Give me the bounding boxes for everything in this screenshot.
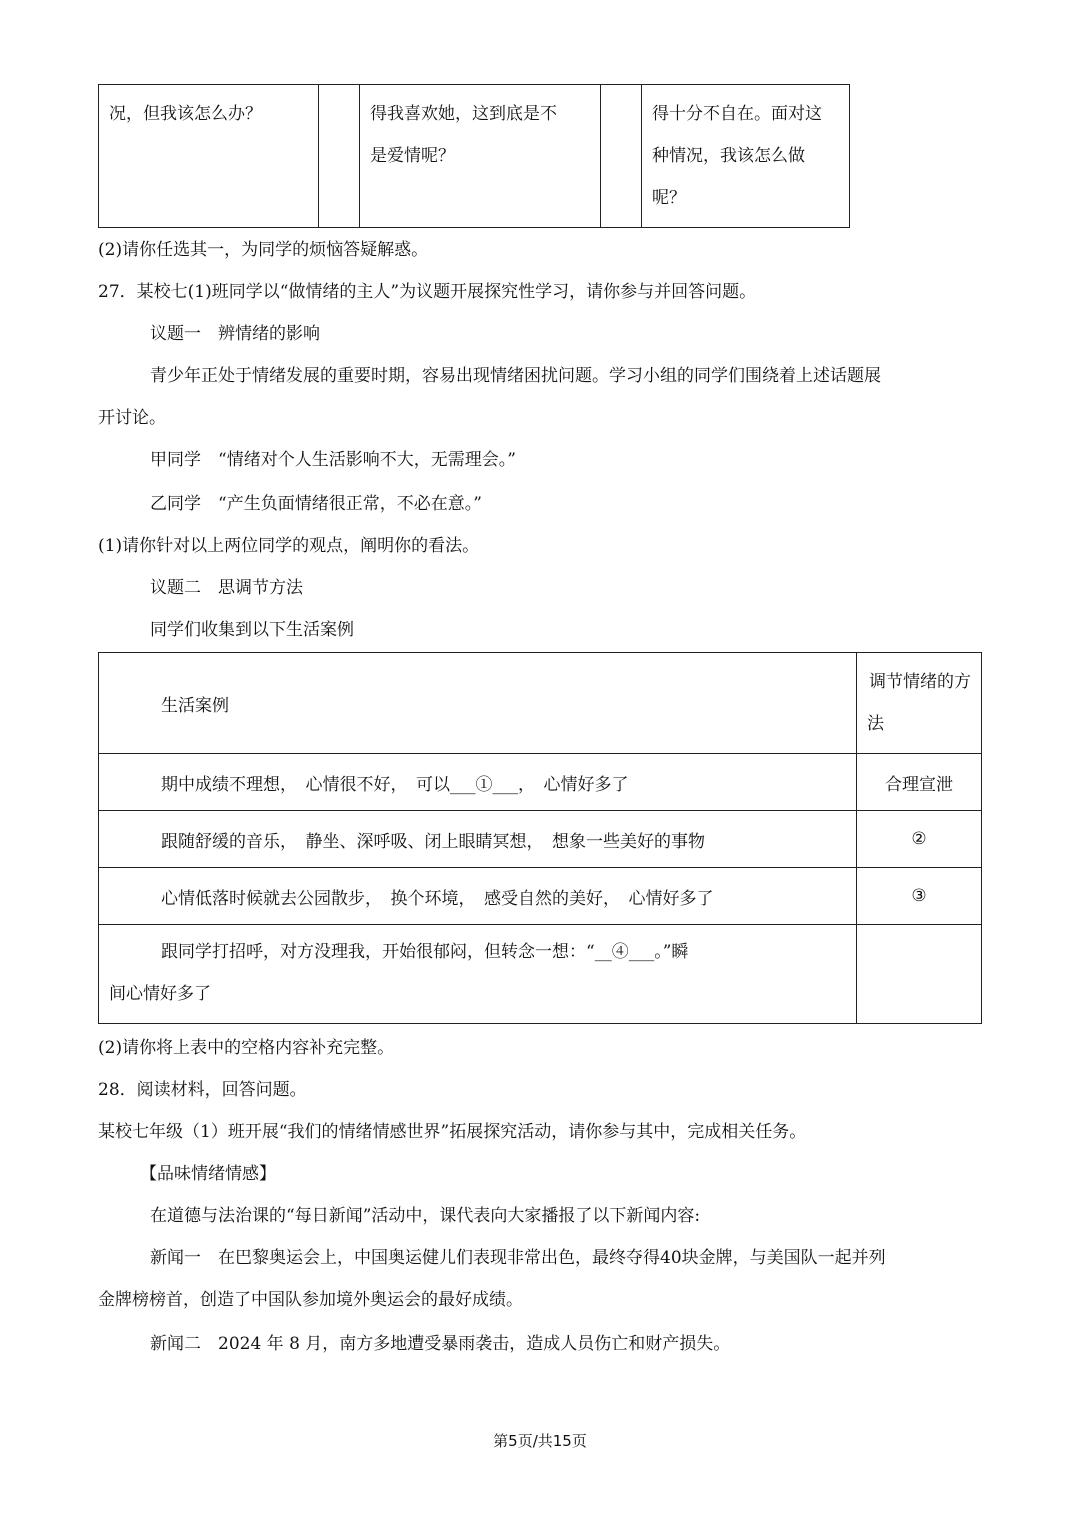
- header-case-cell: [99, 653, 857, 754]
- question-28: 28．阅读材料，回答问题。: [98, 1080, 307, 1100]
- student-yi-view: 乙同学 “产生负面情绪很正常，不必在意。”: [150, 494, 482, 514]
- student-jia-view: 甲同学 “情绪对个人生活影响不大，无需理会。”: [150, 450, 516, 470]
- method-row-2: [857, 811, 982, 868]
- case-text-line-1: 跟同学打招呼，对方没理我，开始很郁闷，但转念一想：“__④___。”瞬: [161, 942, 689, 962]
- cases-table: [98, 652, 982, 1024]
- top-table-cell-4: [601, 85, 642, 228]
- case-text-line-2: 间心情好多了: [109, 984, 211, 1004]
- question-27-2: (2)请你将上表中的空格内容补充完整。: [98, 1038, 395, 1058]
- cases-intro: 同学们收集到以下生活案例: [150, 620, 354, 640]
- method-row-4: [857, 925, 982, 1024]
- header-case-label: 生活案例: [161, 695, 229, 716]
- case-row-1: [99, 754, 857, 811]
- cell-line: 种情况，我该怎么做: [652, 146, 805, 166]
- news-1-line-2: 金牌榜榜首，创造了中国队参加境外奥运会的最好成绩。: [98, 1290, 523, 1310]
- top-table-cell-5: [642, 85, 850, 228]
- top-table-cell-2: [319, 85, 360, 228]
- cell-line: 况，但我该怎么办？: [109, 104, 262, 124]
- section-heading: 【品味情绪情感】: [140, 1164, 276, 1184]
- cell-line: 得十分不自在。面对这: [652, 104, 822, 124]
- case-row-3: [99, 868, 857, 925]
- cell-line: 得我喜欢她，这到底是不: [370, 104, 557, 124]
- paragraph-1-line-1: 青少年正处于情绪发展的重要时期，容易出现情绪困扰问题。学习小组的同学们围绕着上述话题展: [150, 366, 881, 386]
- case-row-2: [99, 811, 857, 868]
- header-method-cell: [857, 653, 982, 754]
- method-text: 合理宣泄: [885, 774, 953, 795]
- news-intro: 在道德与法治课的“每日新闻”活动中，课代表向大家播报了以下新闻内容:: [150, 1206, 701, 1226]
- topic-2-heading: 议题二 思调节方法: [150, 578, 303, 598]
- method-text: ②: [911, 829, 927, 849]
- news-1-line-1: 新闻一 在巴黎奥运会上，中国奥运健儿们表现非常出色，最终夺得40块金牌，与美国队一起并列: [150, 1248, 886, 1268]
- method-row-1: [857, 754, 982, 811]
- top-table-cell-3: [360, 85, 601, 228]
- topic-1-heading: 议题一 辨情绪的影响: [150, 324, 320, 344]
- method-row-3: [857, 868, 982, 925]
- question-27: 27．某校七(1)班同学以“做情绪的主人”为议题开展探究性学习，请你参与并回答问题。: [98, 282, 757, 302]
- case-text: 期中成绩不理想， 心情很不好， 可以___①___， 心情好多了: [161, 774, 629, 795]
- case-text: 跟随舒缓的音乐， 静坐、深呼吸、闭上眼睛冥想， 想象一些美好的事物: [161, 831, 705, 852]
- question-27-1: (1)请你针对以上两位同学的观点，阐明你的看法。: [98, 536, 480, 556]
- case-row-4: [99, 925, 857, 1024]
- top-table: [98, 84, 850, 228]
- news-2: 新闻二 2024 年 8 月，南方多地遭受暴雨袭击，造成人员伤亡和财产损失。: [150, 1334, 731, 1354]
- cell-line: 呢？: [652, 188, 686, 208]
- page-footer: 第5页/共15页: [493, 1432, 587, 1450]
- top-table-cell-1: [99, 85, 319, 228]
- activity-intro: 某校七年级（1）班开展“我们的情绪情感世界”拓展探究活动，请你参与其中，完成相关任务。: [98, 1122, 807, 1142]
- method-text: ③: [911, 886, 927, 906]
- header-method-line-1: 调节情绪的方: [869, 672, 971, 692]
- question-26-2: (2)请你任选其一，为同学的烦恼答疑解惑。: [98, 240, 429, 260]
- cell-line: 是爱情呢？: [370, 146, 455, 166]
- case-text: 心情低落时候就去公园散步， 换个环境， 感受自然的美好， 心情好多了: [161, 888, 714, 909]
- header-method-line-2: 法: [867, 714, 884, 734]
- paragraph-1-line-2: 开讨论。: [98, 408, 166, 428]
